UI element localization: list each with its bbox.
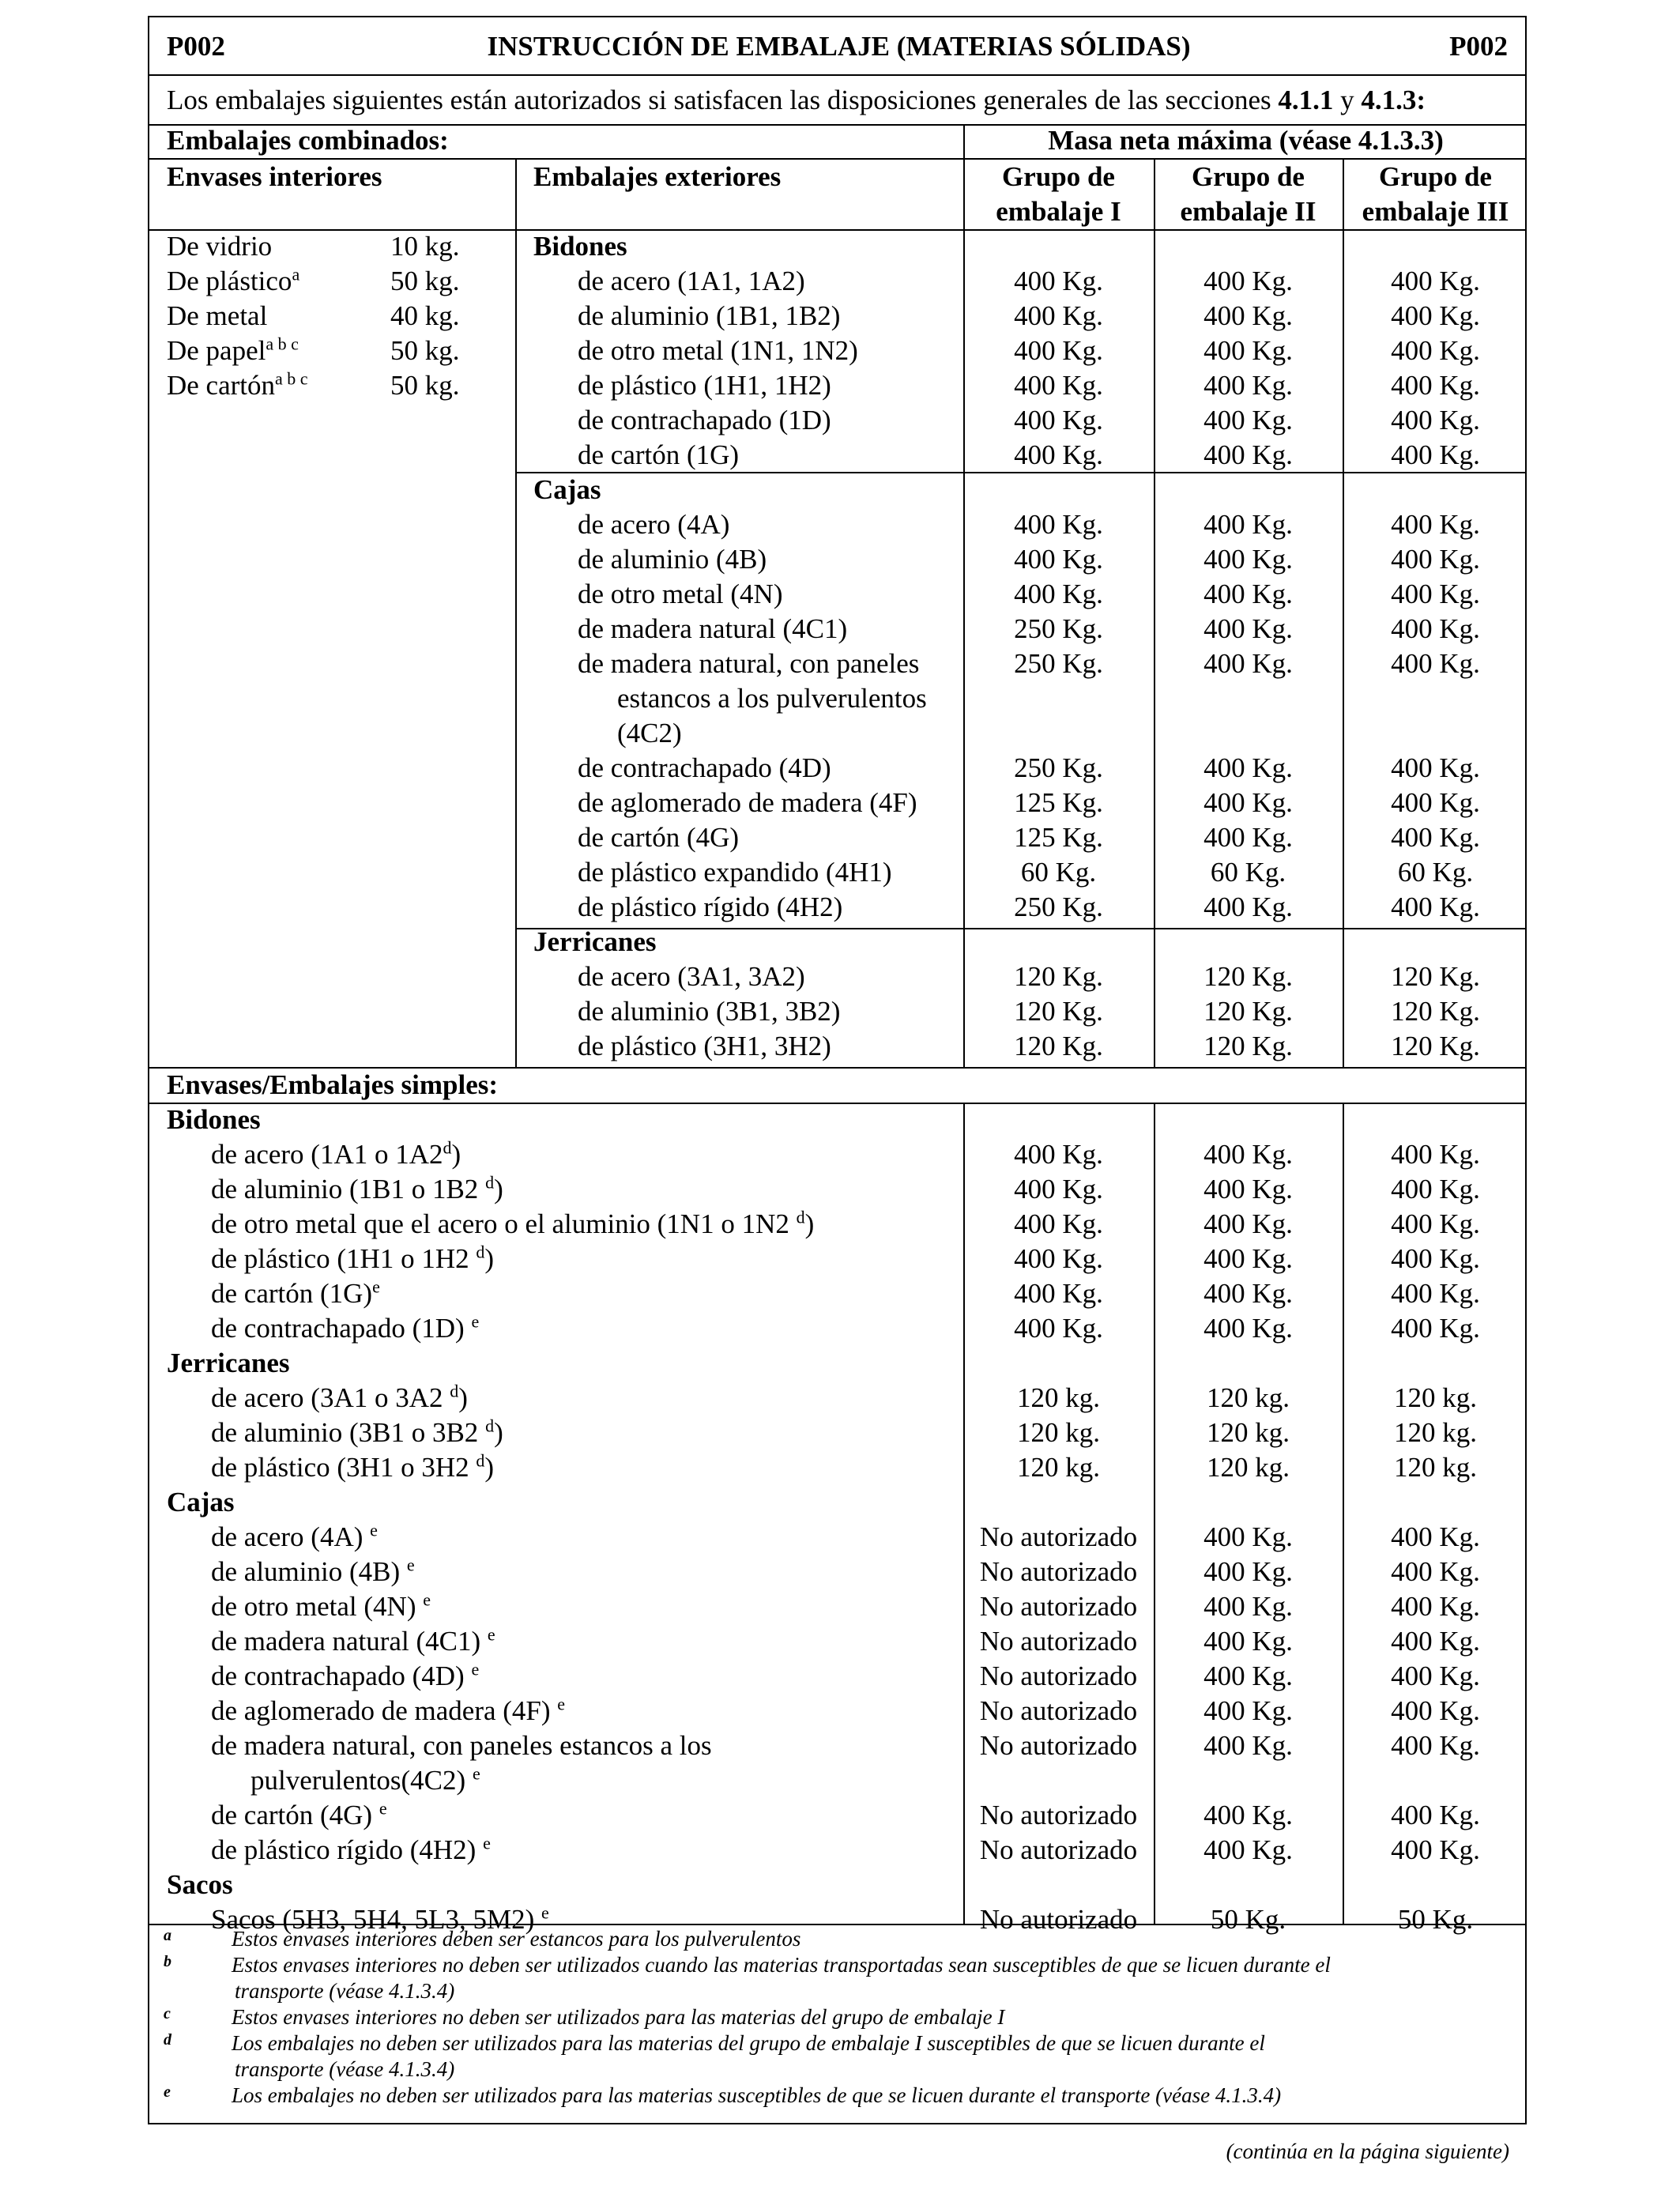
mass-pg2: 400 Kg. [1203, 1695, 1293, 1726]
footnote-ref: a b c [275, 368, 308, 389]
pg1-header-line2: embalaje I [996, 196, 1121, 227]
outer-group-title: Cajas [533, 474, 601, 505]
mass-pg2: 400 Kg. [1203, 1521, 1293, 1552]
mass-pg2: 400 Kg. [1203, 544, 1293, 575]
single-packaging-text: de aluminio (1B1 o 1B2 [211, 1174, 486, 1204]
mass-pg1: 400 Kg. [1014, 439, 1103, 470]
footnote-mark: e [164, 2083, 171, 2101]
mass-pg3: 400 Kg. [1391, 1208, 1480, 1239]
mass-pg1: 250 Kg. [1014, 648, 1103, 679]
mass-header: Masa neta máxima (véase 4.1.3.3) [1048, 125, 1444, 156]
single-packaging-type [211, 1659, 479, 1694]
single-packaging-text: de contrachapado (4D) [211, 1661, 472, 1691]
mass-pg2: 400 Kg. [1203, 370, 1293, 401]
mass-pg3: 400 Kg. [1391, 1139, 1480, 1170]
rule-header [149, 74, 1525, 76]
single-packaging-text: de acero (4A) [211, 1521, 371, 1552]
footnote-ref: e [471, 1311, 480, 1332]
inner-packaging-mass: 50 kg. [390, 370, 460, 401]
mass-pg1: 400 Kg. [1014, 509, 1103, 540]
footnote-ref: d [443, 1137, 452, 1158]
mass-pg1: 250 Kg. [1014, 613, 1103, 644]
footnote-ref: e [471, 1659, 480, 1679]
mass-pg2: 400 Kg. [1203, 1243, 1293, 1274]
mass-pg2: 400 Kg. [1203, 1800, 1293, 1830]
single-packaging-text: de plástico rígido (4H2) [211, 1834, 484, 1865]
mass-pg1: No autorizado [979, 1695, 1138, 1726]
outer-packaging-type: de madera natural, con paneles [578, 648, 920, 679]
outer-packaging-type: estancos a los pulverulentos [617, 683, 927, 714]
footnote-ref: e [483, 1833, 491, 1853]
inner-packaging-name [167, 264, 299, 299]
single-group-title: Sacos [167, 1869, 233, 1900]
single-packaging-type [211, 1381, 468, 1416]
single-packaging-type [211, 1242, 494, 1276]
single-packaging-text: de cartón (4G) [211, 1800, 379, 1830]
single-packaging-type [211, 1520, 378, 1555]
mass-pg2: 400 Kg. [1203, 1834, 1293, 1865]
single-packaging-type [211, 1624, 495, 1659]
footnote-mark: d [164, 2031, 171, 2049]
footnote-ref: d [476, 1450, 485, 1471]
mass-pg3: 400 Kg. [1391, 1313, 1480, 1344]
single-packaging-type [211, 1555, 415, 1589]
mass-pg1: No autorizado [979, 1591, 1138, 1622]
mass-pg1: 400 Kg. [1014, 579, 1103, 609]
footnote-ref: d [796, 1207, 805, 1227]
outer-group-title: Bidones [533, 231, 627, 262]
intro-ref-413: 4.1.3: [1361, 85, 1426, 115]
mass-pg2: 400 Kg. [1203, 300, 1293, 331]
mass-pg3: 400 Kg. [1391, 1243, 1480, 1274]
single-packaging-text: de plástico (1H1 o 1H2 [211, 1243, 477, 1274]
single-packaging-text: de acero (3A1 o 3A2 [211, 1382, 450, 1413]
mass-pg1: No autorizado [979, 1556, 1138, 1587]
mass-pg1: 400 Kg. [1014, 1243, 1103, 1274]
outer-packaging-type: de aluminio (4B) [578, 544, 767, 575]
single-packaging-text: pulverulentos(4C2) [250, 1765, 473, 1796]
outer-packaging-type: de otro metal (1N1, 1N2) [578, 335, 858, 366]
footnote-ref: a [292, 264, 300, 285]
rule-after-cajas [515, 928, 1525, 929]
outer-packaging-type: de acero (1A1, 1A2) [578, 266, 805, 296]
mass-pg3: 120 kg. [1394, 1417, 1477, 1448]
mass-pg3: 400 Kg. [1391, 892, 1480, 922]
single-packaging-type [211, 1311, 479, 1346]
mass-pg3: 400 Kg. [1391, 613, 1480, 644]
single-packaging-text: de cartón (1G) [211, 1278, 373, 1309]
closing-paren: ) [494, 1174, 503, 1204]
mass-pg2: 120 kg. [1207, 1417, 1290, 1448]
footnote-ref: e [372, 1276, 380, 1297]
mass-pg3: 400 Kg. [1391, 1695, 1480, 1726]
mass-pg1: 120 kg. [1017, 1417, 1100, 1448]
footnote-ref: e [379, 1798, 387, 1819]
single-packaging-text: de madera natural, con paneles estancos a los [211, 1730, 712, 1761]
inner-name-text: De plástico [167, 266, 292, 296]
outer-packaging-type: de aluminio (1B1, 1B2) [578, 300, 841, 331]
mass-pg3: 400 Kg. [1391, 1521, 1480, 1552]
single-packaging-text: de otro metal que el acero o el aluminio (1N1 o 1N2 [211, 1208, 797, 1239]
outer-packaging-type: de aglomerado de madera (4F) [578, 787, 917, 818]
inner-name-text: De vidrio [167, 231, 273, 262]
closing-paren: ) [494, 1417, 503, 1448]
single-packaging-text: de otro metal (4N) [211, 1591, 424, 1622]
intro-text [167, 83, 1426, 118]
footnote-text: Estos envases interiores no deben ser utilizados cuando las materias transportadas sean susceptibles de que se licuen durante el [232, 1953, 1331, 1977]
mass-pg3: 400 Kg. [1391, 405, 1480, 435]
single-packaging-type [211, 1276, 380, 1311]
code-left: P002 [167, 31, 225, 62]
pg3-header-line2: embalaje III [1362, 196, 1509, 227]
single-packaging-type [211, 1589, 431, 1624]
footnote-ref: e [472, 1763, 480, 1784]
inner-packaging-name [167, 299, 267, 334]
closing-paren: ) [804, 1208, 815, 1239]
single-packaging-type [211, 1450, 494, 1485]
mass-pg1: No autorizado [979, 1661, 1138, 1691]
mass-pg1: 400 Kg. [1014, 405, 1103, 435]
mass-pg1: 400 Kg. [1014, 1313, 1103, 1344]
footnote-text: transporte (véase 4.1.3.4) [235, 2057, 455, 2081]
outer-packaging-type: de contrachapado (1D) [578, 405, 831, 435]
mass-pg2: 50 Kg. [1210, 1904, 1286, 1935]
mass-pg1: 120 kg. [1017, 1452, 1100, 1483]
mass-pg3: 400 Kg. [1391, 1591, 1480, 1622]
mass-pg2: 120 kg. [1207, 1382, 1290, 1413]
mass-pg1: No autorizado [979, 1730, 1138, 1761]
pg2-header-line1: Grupo de [1192, 161, 1305, 192]
footnote-ref: e [370, 1520, 378, 1540]
single-packaging-type [250, 1763, 480, 1798]
mass-pg2: 400 Kg. [1203, 439, 1293, 470]
mass-pg3: 400 Kg. [1391, 1626, 1480, 1657]
footnote-text: Los embalajes no deben ser utilizados para las materias susceptibles de que se licuen durante el transporte (véase 4.1.3.4) [232, 2083, 1282, 2107]
vline-inner-outer [515, 158, 517, 1067]
footnote-ref: a b c [266, 334, 299, 354]
mass-pg3: 120 kg. [1394, 1452, 1477, 1483]
mass-pg3: 400 Kg. [1391, 1174, 1480, 1204]
inner-name-text: De metal [167, 300, 268, 331]
footnote-ref: e [423, 1589, 431, 1610]
footnote-text: Estos envases interiores no deben ser utilizados para las materias del grupo de embalaje I [232, 2005, 1005, 2029]
single-packaging-text: de contrachapado (1D) [211, 1313, 472, 1344]
mass-pg2: 400 Kg. [1203, 335, 1293, 366]
outer-packaging-type: de plástico (1H1, 1H2) [578, 370, 831, 401]
mass-pg3: 400 Kg. [1391, 439, 1480, 470]
combined-title: Embalajes combinados: [167, 125, 449, 156]
closing-paren: ) [458, 1382, 468, 1413]
outer-packaging-type: de otro metal (4N) [578, 579, 783, 609]
pg1-header-line1: Grupo de [1002, 161, 1115, 192]
single-packaging-text: de aluminio (3B1 o 3B2 [211, 1417, 486, 1448]
inner-packaging-name [167, 334, 299, 368]
mass-pg3: 120 Kg. [1391, 1031, 1480, 1061]
mass-pg3: 50 Kg. [1397, 1904, 1474, 1935]
mass-pg3: 400 Kg. [1391, 544, 1480, 575]
mass-pg1: 60 Kg. [1020, 857, 1097, 888]
mass-pg1: No autorizado [979, 1904, 1138, 1935]
mass-pg3: 400 Kg. [1391, 1556, 1480, 1587]
single-group-title: Bidones [167, 1104, 261, 1135]
mass-pg1: No autorizado [979, 1521, 1138, 1552]
mass-pg1: 400 Kg. [1014, 335, 1103, 366]
footnote-text: transporte (véase 4.1.3.4) [235, 1979, 455, 2003]
mass-pg2: 400 Kg. [1203, 1730, 1293, 1761]
mass-pg2: 400 Kg. [1203, 509, 1293, 540]
mass-pg1: 125 Kg. [1014, 822, 1103, 853]
mass-pg3: 120 Kg. [1391, 961, 1480, 992]
outer-packaging-type: de madera natural (4C1) [578, 613, 848, 644]
single-packaging-text: de plástico (3H1 o 3H2 [211, 1452, 477, 1483]
mass-pg1: 400 Kg. [1014, 300, 1103, 331]
mass-pg2: 400 Kg. [1203, 405, 1293, 435]
mass-pg2: 120 Kg. [1203, 1031, 1293, 1061]
mass-pg2: 400 Kg. [1203, 266, 1293, 296]
mass-pg3: 60 Kg. [1397, 857, 1474, 888]
outer-packaging-type: de acero (3A1, 3A2) [578, 961, 805, 992]
inner-packaging-mass: 50 kg. [390, 335, 460, 366]
intro-sentence: Los embalajes siguientes están autorizados si satisfacen las disposiciones generales de las secciones [167, 85, 1279, 115]
mass-pg2: 400 Kg. [1203, 648, 1293, 679]
closing-paren: ) [484, 1243, 495, 1274]
footnote-text: Estos envases interiores deben ser estancos para los pulverulentos [232, 1927, 801, 1951]
mass-pg3: 120 Kg. [1391, 996, 1480, 1027]
mass-pg3: 400 Kg. [1391, 787, 1480, 818]
footnote-mark: b [164, 1953, 171, 1970]
mass-pg3: 400 Kg. [1391, 370, 1480, 401]
footnote-ref: d [485, 1416, 495, 1436]
mass-pg3: 400 Kg. [1391, 1730, 1480, 1761]
footnote-ref: e [557, 1694, 566, 1714]
outer-packaging-type: de aluminio (3B1, 3B2) [578, 996, 841, 1027]
mass-pg1: 400 Kg. [1014, 1278, 1103, 1309]
pg3-header-line1: Grupo de [1379, 161, 1492, 192]
inner-packaging-mass: 40 kg. [390, 300, 460, 331]
mass-pg2: 120 kg. [1207, 1452, 1290, 1483]
inner-name-text: De cartón [167, 370, 276, 401]
single-packaging-type [211, 1416, 503, 1450]
mass-pg2: 400 Kg. [1203, 1174, 1293, 1204]
mass-pg2: 400 Kg. [1203, 1208, 1293, 1239]
outer-group-title: Jerricanes [533, 926, 657, 957]
mass-pg1: 120 Kg. [1014, 996, 1103, 1027]
mass-pg2: 400 Kg. [1203, 1556, 1293, 1587]
pg2-header-line2: embalaje II [1180, 196, 1317, 227]
outer-packaging-type: de contrachapado (4D) [578, 752, 831, 783]
mass-pg1: No autorizado [979, 1834, 1138, 1865]
inner-packaging-mass: 10 kg. [390, 231, 460, 262]
single-packaging-type [211, 1137, 461, 1172]
mass-pg1: 400 Kg. [1014, 1174, 1103, 1204]
footnote-ref: d [476, 1242, 485, 1262]
mass-pg2: 400 Kg. [1203, 1139, 1293, 1170]
packing-instruction-table [148, 16, 1527, 2124]
intro-ref-411: 4.1.1 [1278, 85, 1334, 115]
mass-pg1: 400 Kg. [1014, 1139, 1103, 1170]
outer-packaging-type: de plástico (3H1, 3H2) [578, 1031, 831, 1061]
mass-pg1: 400 Kg. [1014, 370, 1103, 401]
mass-pg2: 400 Kg. [1203, 1591, 1293, 1622]
mass-pg3: 400 Kg. [1391, 648, 1480, 679]
inner-name-text: De papel [167, 335, 266, 366]
single-packaging-text: de aluminio (4B) [211, 1556, 407, 1587]
mass-pg2: 400 Kg. [1203, 822, 1293, 853]
mass-pg3: 400 Kg. [1391, 266, 1480, 296]
mass-pg2: 400 Kg. [1203, 613, 1293, 644]
single-packaging-type [211, 1207, 814, 1242]
mass-pg1: 125 Kg. [1014, 787, 1103, 818]
mass-pg1: 400 Kg. [1014, 266, 1103, 296]
mass-pg3: 400 Kg. [1391, 509, 1480, 540]
single-packaging-type [211, 1798, 387, 1833]
mass-pg3: 400 Kg. [1391, 1661, 1480, 1691]
outer-packaging-type: de cartón (1G) [578, 439, 740, 470]
mass-pg3: 400 Kg. [1391, 1834, 1480, 1865]
mass-pg3: 400 Kg. [1391, 335, 1480, 366]
single-packaging-text: de madera natural (4C1) [211, 1626, 488, 1657]
mass-pg3: 400 Kg. [1391, 822, 1480, 853]
single-packaging-type [211, 1694, 565, 1728]
mass-pg1: No autorizado [979, 1800, 1138, 1830]
code-right: P002 [1449, 31, 1508, 62]
footnote-ref: e [487, 1624, 495, 1645]
mass-pg3: 120 kg. [1394, 1382, 1477, 1413]
mass-pg1: 250 Kg. [1014, 892, 1103, 922]
mass-pg2: 400 Kg. [1203, 1626, 1293, 1657]
single-group-title: Jerricanes [167, 1348, 290, 1378]
mass-pg2: 60 Kg. [1210, 857, 1286, 888]
mass-pg3: 400 Kg. [1391, 1278, 1480, 1309]
single-group-title: Cajas [167, 1487, 235, 1517]
mass-pg2: 400 Kg. [1203, 1313, 1293, 1344]
mass-pg3: 400 Kg. [1391, 752, 1480, 783]
closing-paren: ) [484, 1452, 495, 1483]
single-title: Envases/Embalajes simples: [167, 1069, 499, 1100]
mass-pg2: 400 Kg. [1203, 1278, 1293, 1309]
outer-packaging-type: de plástico expandido (4H1) [578, 857, 892, 888]
inner-packaging-mass: 50 kg. [390, 266, 460, 296]
mass-pg3: 400 Kg. [1391, 300, 1480, 331]
mass-pg2: 120 Kg. [1203, 961, 1293, 992]
footnote-text: Los embalajes no deben ser utilizados para las materias del grupo de embalaje I susceptibles de que se licuen durante el [232, 2031, 1265, 2055]
footnote-mark: a [164, 1927, 171, 1944]
single-packaging-type [211, 1728, 712, 1763]
mass-pg1: 120 Kg. [1014, 1031, 1103, 1061]
mass-pg2: 400 Kg. [1203, 1661, 1293, 1691]
intro-conjunction: y [1333, 85, 1362, 115]
mass-pg1: 250 Kg. [1014, 752, 1103, 783]
mass-pg3: 400 Kg. [1391, 579, 1480, 609]
rule-column-headers [149, 229, 1525, 231]
mass-pg3: 400 Kg. [1391, 1800, 1480, 1830]
single-packaging-text: Sacos (5H3, 5H4, 5L3, 5M2) [211, 1904, 542, 1935]
outer-packaging-type: de plástico rígido (4H2) [578, 892, 843, 922]
footnote-ref: e [406, 1555, 415, 1575]
mass-pg1: No autorizado [979, 1626, 1138, 1657]
mass-pg2: 400 Kg. [1203, 787, 1293, 818]
footnote-ref: e [541, 1902, 549, 1923]
col-inner-header: Envases interiores [167, 161, 382, 192]
outer-packaging-type: de cartón (4G) [578, 822, 740, 853]
mass-pg2: 400 Kg. [1203, 579, 1293, 609]
single-packaging-type [211, 1833, 491, 1868]
mass-pg1: 120 Kg. [1014, 961, 1103, 992]
mass-pg2: 400 Kg. [1203, 752, 1293, 783]
page-title: INSTRUCCIÓN DE EMBALAJE (MATERIAS SÓLIDAS) [487, 31, 1191, 62]
single-packaging-text: de acero (1A1 o 1A2 [211, 1139, 443, 1170]
mass-pg1: 400 Kg. [1014, 544, 1103, 575]
col-outer-header: Embalajes exteriores [533, 161, 782, 192]
mass-pg1: 400 Kg. [1014, 1208, 1103, 1239]
closing-paren: ) [451, 1139, 461, 1170]
mass-pg1: 120 kg. [1017, 1382, 1100, 1413]
single-packaging-text: de aglomerado de madera (4F) [211, 1695, 558, 1726]
mass-pg2: 400 Kg. [1203, 892, 1293, 922]
footnote-mark: c [164, 2005, 171, 2022]
single-packaging-type [211, 1172, 503, 1207]
outer-packaging-type: de acero (4A) [578, 509, 730, 540]
inner-packaging-name [167, 229, 272, 264]
footnote-ref: d [485, 1172, 495, 1193]
outer-packaging-type: (4C2) [617, 718, 682, 748]
inner-packaging-name [167, 368, 308, 403]
continuation-note: (continúa en la página siguiente) [1226, 2139, 1509, 2163]
rule-single-title [149, 1103, 1525, 1104]
footnote-ref: d [450, 1381, 459, 1401]
mass-pg2: 120 Kg. [1203, 996, 1293, 1027]
